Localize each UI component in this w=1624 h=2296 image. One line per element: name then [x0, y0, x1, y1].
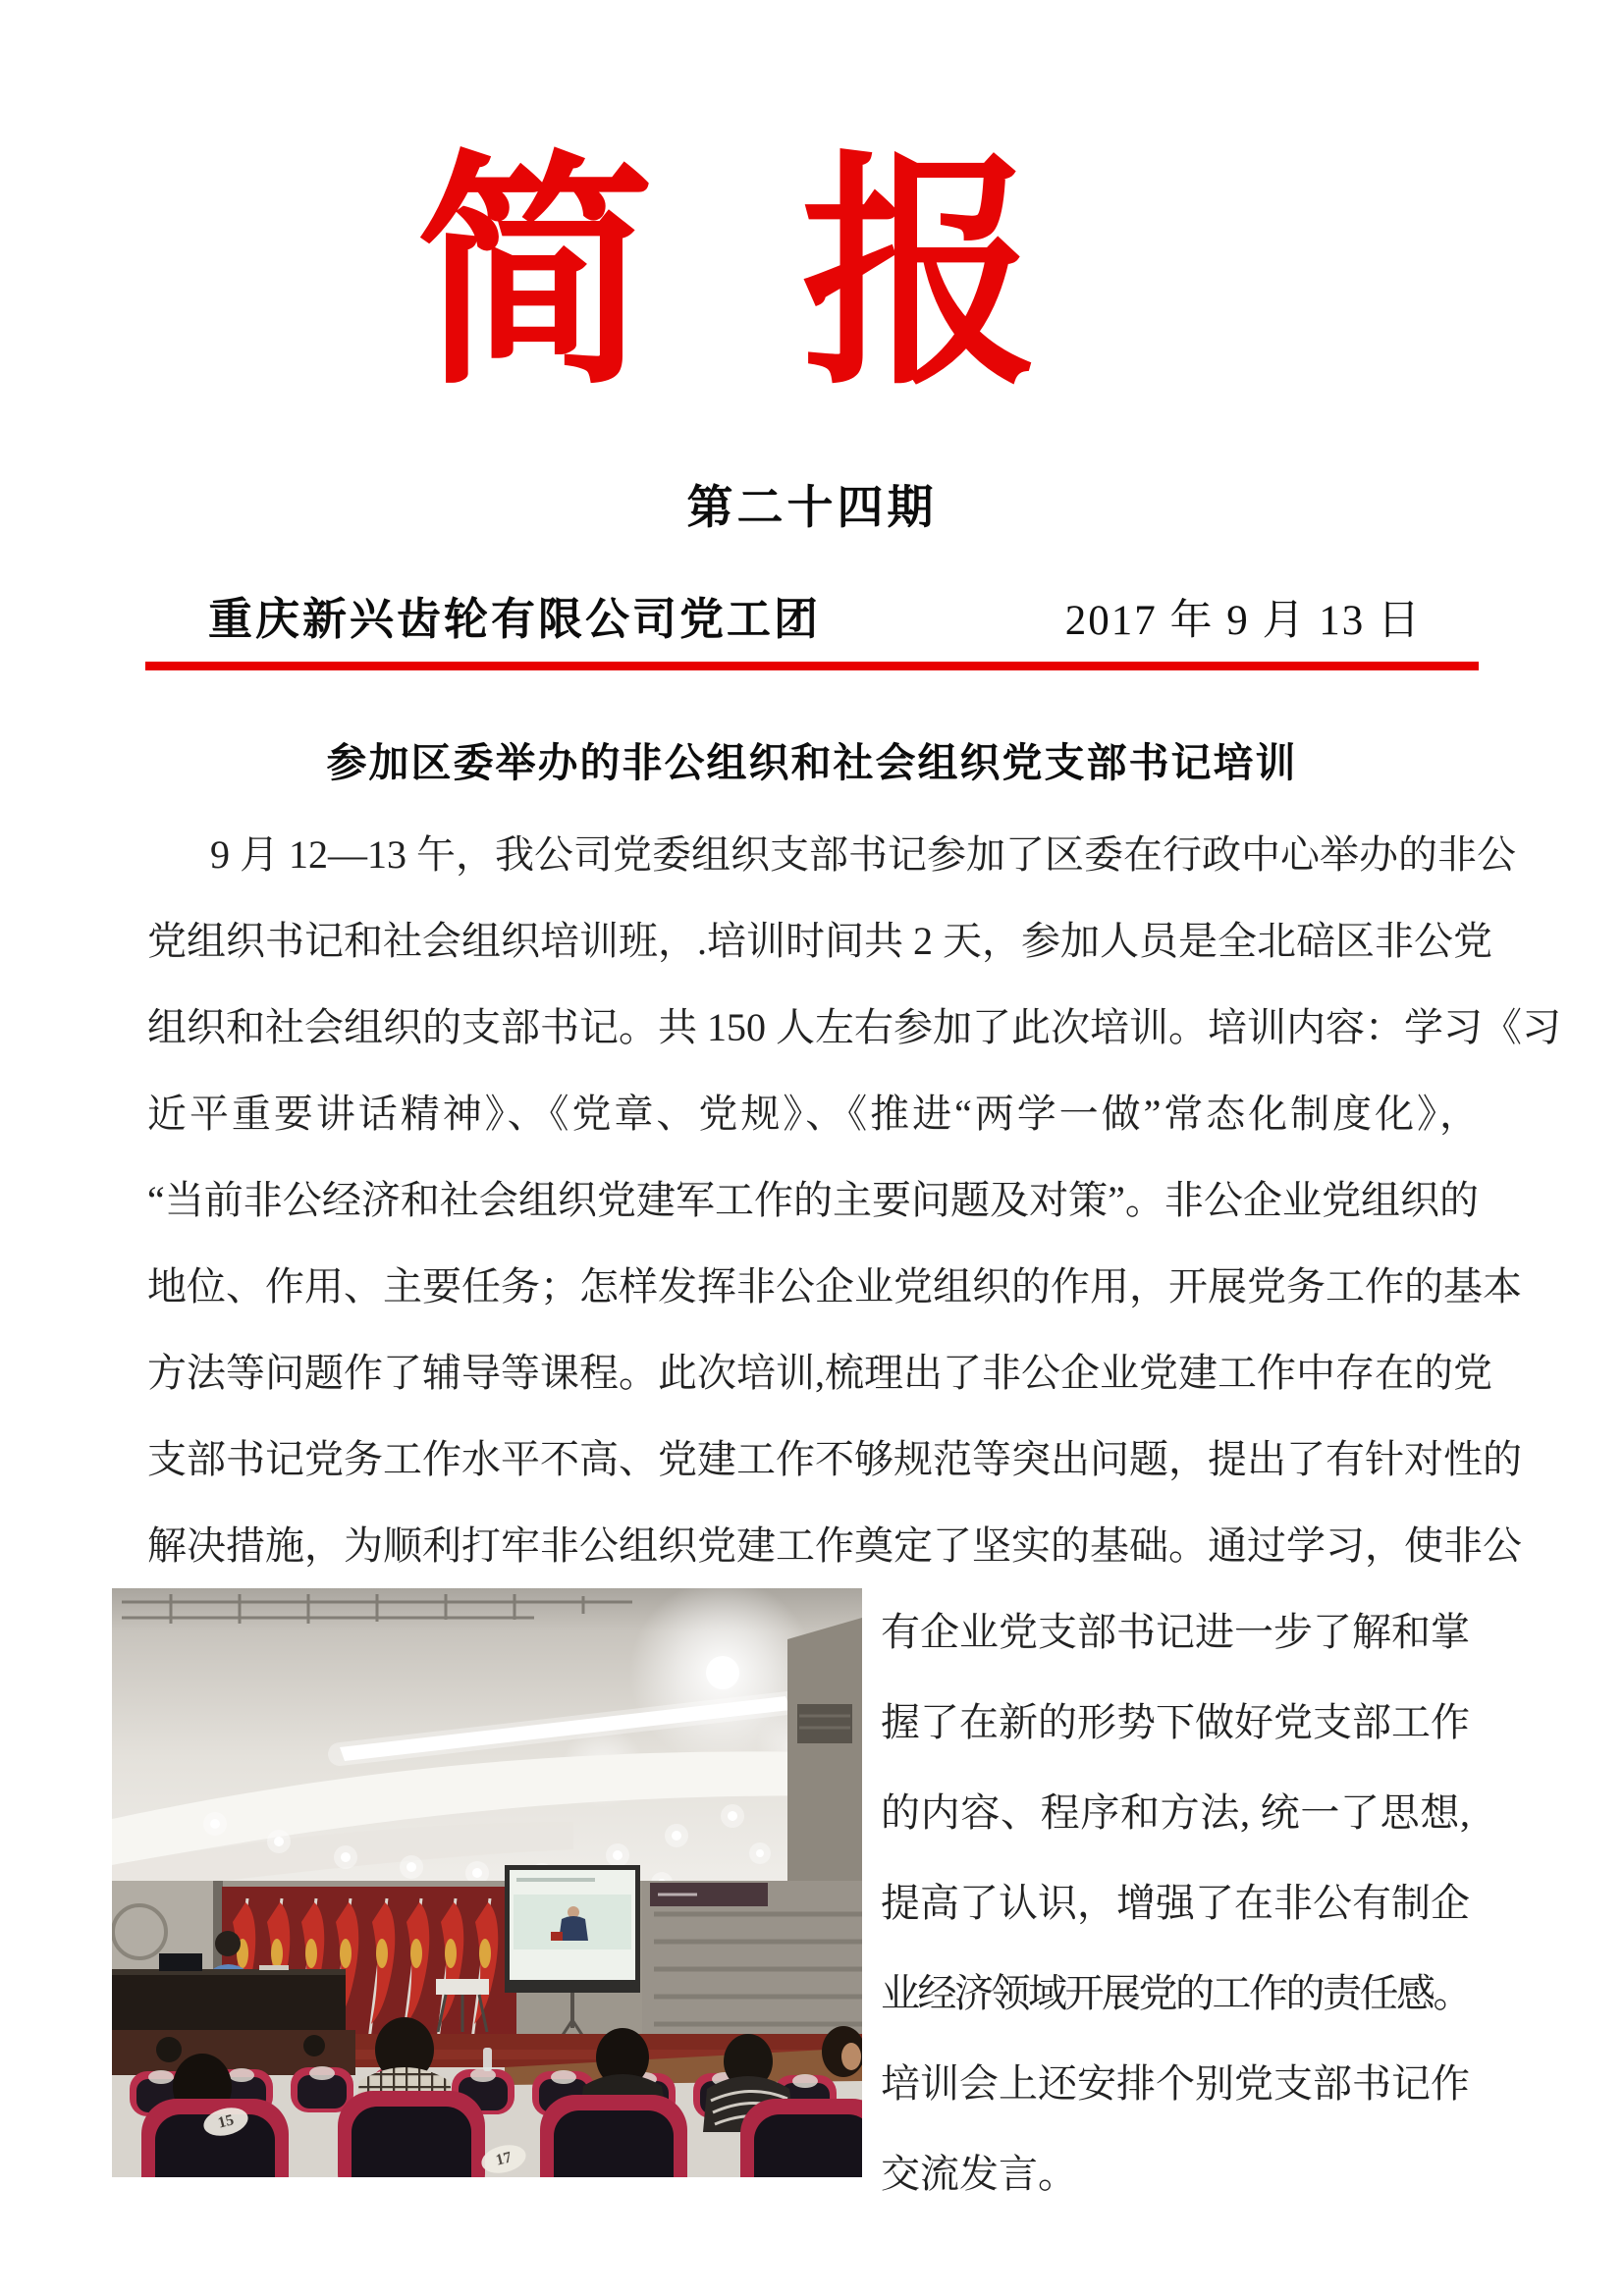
- red-divider-rule: [145, 662, 1479, 670]
- seat-number-badge: 17: [478, 2141, 528, 2177]
- paragraph-line-wrapped: 提高了认识，增强了在非公有制企: [881, 1881, 1470, 1925]
- seat-number-badge: 15: [200, 2104, 250, 2140]
- paragraph-line: 支部书记党务工作水平不高、党建工作不够规范等突出问题，提出了有针对性的: [147, 1437, 1522, 1481]
- paragraph-line: 近平重要讲话精神》、《党章、党规》、《推进“两学一做”常态化制度化》，: [147, 1092, 1479, 1136]
- paragraph-line: “当前非公经济和社会组织党建军工作的主要问题及对策”。非公企业党组织的: [147, 1178, 1479, 1222]
- paragraph-line-wrapped: 有企业党支部书记进一步了解和掌: [881, 1610, 1470, 1654]
- masthead-char-bao: 报: [801, 129, 1040, 419]
- training-photo: [112, 1588, 862, 2177]
- masthead-char-jian: 简: [416, 129, 655, 419]
- paragraph-line-wrapped: 业经济领域开展党的工作的责任感。: [881, 1971, 1470, 2015]
- org-name: 重庆新兴齿轮有限公司党工团: [208, 594, 822, 644]
- paragraph-line: 解决措施，为顺利打牢非公组织党建工作奠定了坚实的基础。通过学习，使非公: [147, 1523, 1522, 1568]
- paragraph-line: 党组织书记和社会组织培训班，.培训时间共 2 天，参加人员是全北碚区非公党: [147, 919, 1492, 963]
- paragraph-line: 组织和社会组织的支部书记。共 150 人左右参加了此次培训。培训内容：学习《习: [147, 1005, 1561, 1049]
- paragraph-line: 地位、作用、主要任务；怎样发挥非公企业党组织的作用，开展党务工作的基本: [147, 1264, 1522, 1308]
- paragraph-line: 9 月 12—13 午，我公司党委组织支部书记参加了区委在行政中心举办的非公: [210, 832, 1516, 877]
- training-photo-graphic: [112, 1588, 862, 2177]
- paragraph-line-wrapped: 的内容、程序和方法, 统一了思想,: [881, 1790, 1470, 1835]
- publication-row: [147, 583, 1479, 647]
- paragraph-line-wrapped: 交流发言。: [881, 2152, 1077, 2196]
- paragraph-line-wrapped: 握了在新的形势下做好党支部工作: [881, 1700, 1470, 1744]
- publish-date: 2017 年 9 月 13 日: [1064, 598, 1422, 644]
- photo-ceiling: [112, 1588, 862, 1895]
- paragraph-line-wrapped: 培训会上还安排个别党支部书记作: [881, 2061, 1470, 2106]
- article-title: 参加区委举办的非公组织和社会组织党支部书记培训: [326, 740, 1298, 785]
- paragraph-line: 方法等问题作了辅导等课程。此次培训,梳理出了非公企业党建工作中存在的党: [147, 1351, 1492, 1395]
- issue-number: 第二十四期: [686, 481, 938, 533]
